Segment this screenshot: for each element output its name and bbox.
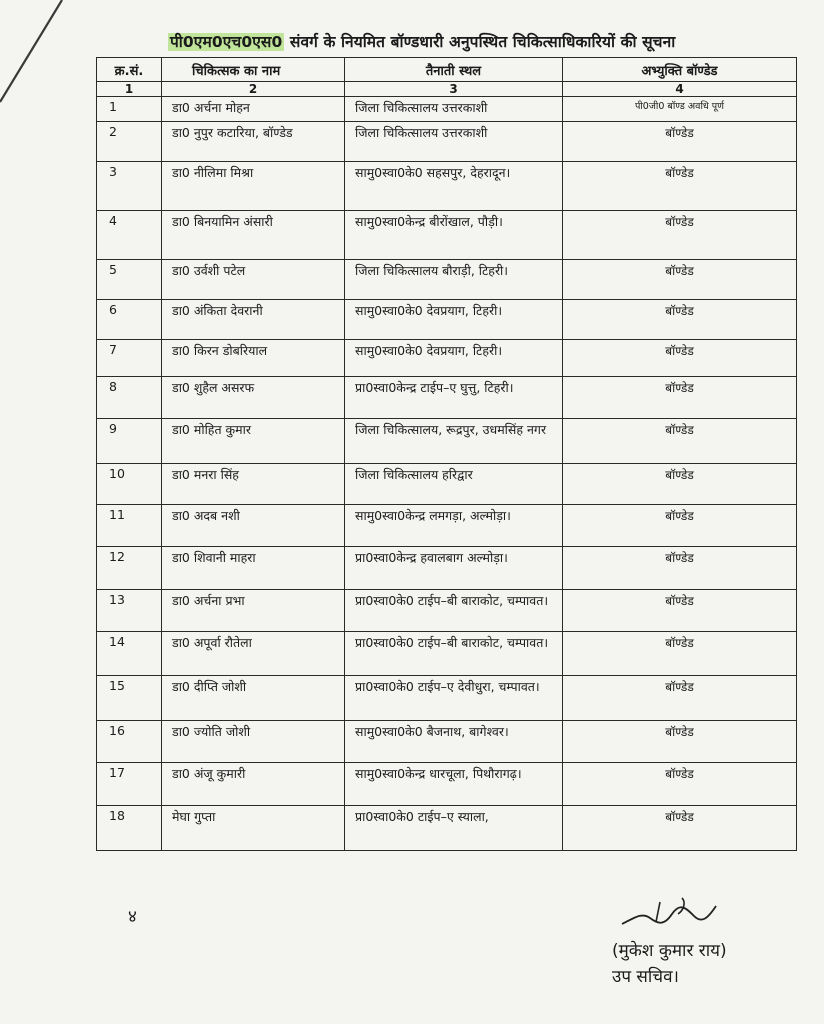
table-row xyxy=(97,464,797,505)
status-cell: बॉण्डेड xyxy=(563,211,797,260)
name-cell: डा0 नीलिमा मिश्रा xyxy=(162,162,345,211)
place-cell: सामु0स्वा0के0 बैजनाथ, बागेश्वर। xyxy=(345,721,563,763)
table-row xyxy=(97,547,797,590)
place-cell: प्रा0स्वा0के0 टाईप–बी बाराकोट, चम्पावत। xyxy=(345,590,563,632)
table-row xyxy=(97,763,797,806)
status-cell: बॉण्डेड xyxy=(563,806,797,851)
serial-cell: 9 xyxy=(97,419,162,464)
serial-cell: 14 xyxy=(97,632,162,676)
place-cell: जिला चिकित्सालय उत्तरकाशी xyxy=(345,122,563,162)
status-cell: बॉण्डेड xyxy=(563,260,797,300)
name-cell: डा0 अर्चना मोहन xyxy=(162,97,345,122)
status-cell: बॉण्डेड xyxy=(563,590,797,632)
table-row xyxy=(97,419,797,464)
status-cell: बॉण्डेड xyxy=(563,377,797,419)
table-row xyxy=(97,300,797,340)
serial-cell: 7 xyxy=(97,340,162,377)
place-cell: सामु0स्वा0केन्द्र धारचूला, पिथौरागढ़। xyxy=(345,763,563,806)
serial-cell: 3 xyxy=(97,162,162,211)
signature-icon xyxy=(612,888,722,938)
name-cell: मेघा गुप्ता xyxy=(162,806,345,851)
table-row xyxy=(97,162,797,211)
name-cell: डा0 अदब नशी xyxy=(162,505,345,547)
status-cell: बॉण्डेड xyxy=(563,340,797,377)
place-cell: प्रा0स्वा0के0 टाईप–ए देवीधुरा, चम्पावत। xyxy=(345,676,563,721)
table-row xyxy=(97,122,797,162)
status-cell: बॉण्डेड xyxy=(563,763,797,806)
serial-cell: 16 xyxy=(97,721,162,763)
header-doctor-name: चिकित्सक का नाम xyxy=(162,58,345,82)
serial-cell: 1 xyxy=(97,97,162,122)
column-number: 1 xyxy=(97,82,162,97)
table-row xyxy=(97,211,797,260)
name-cell: डा0 बिनयामिन अंसारी xyxy=(162,211,345,260)
table-row xyxy=(97,806,797,851)
table-row xyxy=(97,676,797,721)
table-header-row xyxy=(97,58,797,82)
serial-cell: 13 xyxy=(97,590,162,632)
serial-cell: 15 xyxy=(97,676,162,721)
header-serial: क्र.सं. xyxy=(97,58,162,82)
place-cell: प्रा0स्वा0के0 टाईप–बी बाराकोट, चम्पावत। xyxy=(345,632,563,676)
name-cell: डा0 मनरा सिंह xyxy=(162,464,345,505)
name-cell: डा0 अर्चना प्रभा xyxy=(162,590,345,632)
table-row xyxy=(97,721,797,763)
serial-cell: 5 xyxy=(97,260,162,300)
serial-cell: 18 xyxy=(97,806,162,851)
name-cell: डा0 शुहैल असरफ xyxy=(162,377,345,419)
table-row xyxy=(97,260,797,300)
serial-cell: 17 xyxy=(97,763,162,806)
serial-cell: 8 xyxy=(97,377,162,419)
place-cell: प्रा0स्वा0केन्द्र हवालबाग अल्मोड़ा। xyxy=(345,547,563,590)
name-cell: डा0 उर्वशी पटेल xyxy=(162,260,345,300)
place-cell: प्रा0स्वा0के0 टाईप–ए स्याला, xyxy=(345,806,563,851)
status-cell: बॉण्डेड xyxy=(563,122,797,162)
column-number-row xyxy=(97,82,797,97)
place-cell: सामु0स्वा0के0 सहसपुर, देहरादून। xyxy=(345,162,563,211)
status-cell: बॉण्डेड xyxy=(563,419,797,464)
name-cell: डा0 किरन डोबरियाल xyxy=(162,340,345,377)
table-row xyxy=(97,97,797,122)
status-cell: पी0जी0 बॉण्ड अवधि पूर्ण xyxy=(563,97,797,122)
name-cell: डा0 ज्योति जोशी xyxy=(162,721,345,763)
serial-cell: 11 xyxy=(97,505,162,547)
signatory-designation: उप सचिव। xyxy=(612,967,679,987)
table-row xyxy=(97,377,797,419)
place-cell: सामु0स्वा0के0 देवप्रयाग, टिहरी। xyxy=(345,300,563,340)
status-cell: बॉण्डेड xyxy=(563,505,797,547)
header-remarks: अभ्युक्ति बॉण्डेड xyxy=(563,58,797,82)
title-rest: संवर्ग के नियमित बॉण्डधारी अनुपस्थित चिकित्साधिकारियों की सूचना xyxy=(284,33,676,51)
header-posting-place: तैनाती स्थल xyxy=(345,58,563,82)
column-number: 4 xyxy=(563,82,797,97)
page-mark: ४ xyxy=(128,907,137,927)
serial-cell: 12 xyxy=(97,547,162,590)
table-row xyxy=(97,340,797,377)
status-cell: बॉण्डेड xyxy=(563,162,797,211)
serial-cell: 4 xyxy=(97,211,162,260)
place-cell: जिला चिकित्सालय, रूद्रपुर, उधमसिंह नगर xyxy=(345,419,563,464)
place-cell: सामु0स्वा0केन्द्र बीरोंखाल, पौड़ी। xyxy=(345,211,563,260)
name-cell: डा0 मोहित कुमार xyxy=(162,419,345,464)
title-highlighted-part: पी0एम0एच0एस0 xyxy=(170,33,283,51)
status-cell: बॉण्डेड xyxy=(563,547,797,590)
serial-cell: 6 xyxy=(97,300,162,340)
place-cell: जिला चिकित्सालय उत्तरकाशी xyxy=(345,97,563,122)
signatory-name: (मुकेश कुमार राय) xyxy=(612,941,727,961)
status-cell: बॉण्डेड xyxy=(563,721,797,763)
officers-table xyxy=(96,57,797,851)
table-row xyxy=(97,590,797,632)
name-cell: डा0 अंकिता देवरानी xyxy=(162,300,345,340)
document-title xyxy=(168,30,675,52)
status-cell: बॉण्डेड xyxy=(563,464,797,505)
serial-cell: 2 xyxy=(97,122,162,162)
status-cell: बॉण्डेड xyxy=(563,300,797,340)
status-cell: बॉण्डेड xyxy=(563,632,797,676)
place-cell: सामु0स्वा0के0 देवप्रयाग, टिहरी। xyxy=(345,340,563,377)
place-cell: प्रा0स्वा0केन्द्र टाईप–ए घुत्तु, टिहरी। xyxy=(345,377,563,419)
name-cell: डा0 दीप्ति जोशी xyxy=(162,676,345,721)
name-cell: डा0 शिवानी माहरा xyxy=(162,547,345,590)
table-row xyxy=(97,505,797,547)
table-row xyxy=(97,632,797,676)
status-cell: बॉण्डेड xyxy=(563,676,797,721)
name-cell: डा0 नुपुर कटारिया, बॉण्डेड xyxy=(162,122,345,162)
page-corner-fold xyxy=(0,0,70,110)
column-number: 2 xyxy=(162,82,345,97)
name-cell: डा0 अंजू कुमारी xyxy=(162,763,345,806)
name-cell: डा0 अपूर्वा रौतेला xyxy=(162,632,345,676)
place-cell: जिला चिकित्सालय बौराड़ी, टिहरी। xyxy=(345,260,563,300)
serial-cell: 10 xyxy=(97,464,162,505)
column-number: 3 xyxy=(345,82,563,97)
place-cell: जिला चिकित्सालय हरिद्वार xyxy=(345,464,563,505)
place-cell: सामु0स्वा0केन्द्र लमगड़ा, अल्मोड़ा। xyxy=(345,505,563,547)
